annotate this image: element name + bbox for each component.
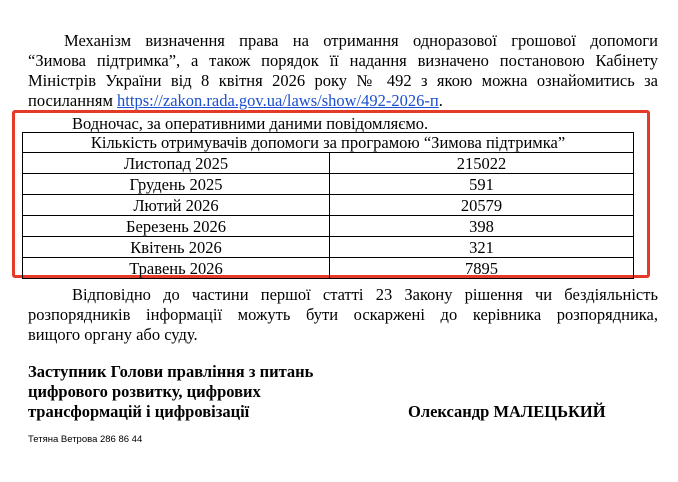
intro-line-2: “Зимова підтримка”, а також порядок її надання визначено постановою Кабінету [28, 51, 658, 70]
appeal-paragraph [28, 285, 658, 345]
table-row [23, 237, 634, 258]
count-cell: 20579 [330, 195, 634, 216]
count-cell: 321 [330, 237, 634, 258]
table-row [23, 195, 634, 216]
signatory-title-line-3: трансформацій і цифровізації [28, 402, 250, 421]
count-cell: 398 [330, 216, 634, 237]
intro-paragraph [28, 31, 658, 111]
intro-line-4-suffix: . [438, 91, 443, 110]
table-header: Кількість отримувачів допомоги за програмою “Зимова підтримка” [23, 133, 634, 153]
intro-line-4 [28, 91, 658, 111]
count-cell: 215022 [330, 153, 634, 174]
table-row [23, 258, 634, 279]
count-cell: 591 [330, 174, 634, 195]
month-cell: Листопад 2025 [23, 153, 330, 174]
table-row [23, 216, 634, 237]
month-cell: Березень 2026 [23, 216, 330, 237]
law-link[interactable]: https://zakon.rada.gov.ua/laws/show/492-2026-п [117, 91, 439, 110]
recipients-table [22, 132, 634, 279]
month-cell: Квітень 2026 [23, 237, 330, 258]
month-cell: Грудень 2025 [23, 174, 330, 195]
signatory-name: Олександр МАЛЕЦЬКИЙ [408, 402, 606, 421]
month-cell: Травень 2026 [23, 258, 330, 279]
appeal-line-1: Відповідно до частини першої статті 23 Закону рішення чи бездіяльність [72, 285, 658, 304]
intro-line-1: Механізм визначення права на отримання одноразової грошової допомоги [64, 31, 658, 50]
table-row [23, 153, 634, 174]
intro-line-4-prefix: посиланням [28, 91, 118, 110]
intro-line-3: Міністрів України від 8 квітня 2026 року № 492 з якою можна ознайомитись за [28, 71, 658, 90]
signatory-title-line-2: цифрового розвитку, цифрових [28, 382, 261, 401]
month-cell: Лютий 2026 [23, 195, 330, 216]
operative-note: Водночас, за оперативними даними повідомляємо. [72, 114, 429, 133]
signatory-title [28, 362, 313, 422]
count-cell: 7895 [330, 258, 634, 279]
table-header-row [23, 133, 634, 153]
appeal-line-3: вищого органу або суду. [28, 325, 198, 344]
signatory-title-line-1: Заступник Голови правління з питань [28, 362, 314, 381]
contact-footer: Тетяна Ветрова 286 86 44 [28, 434, 143, 445]
table-row [23, 174, 634, 195]
appeal-line-2: розпорядників інформації можуть бути оскаржені до керівника розпорядника, [28, 305, 658, 324]
